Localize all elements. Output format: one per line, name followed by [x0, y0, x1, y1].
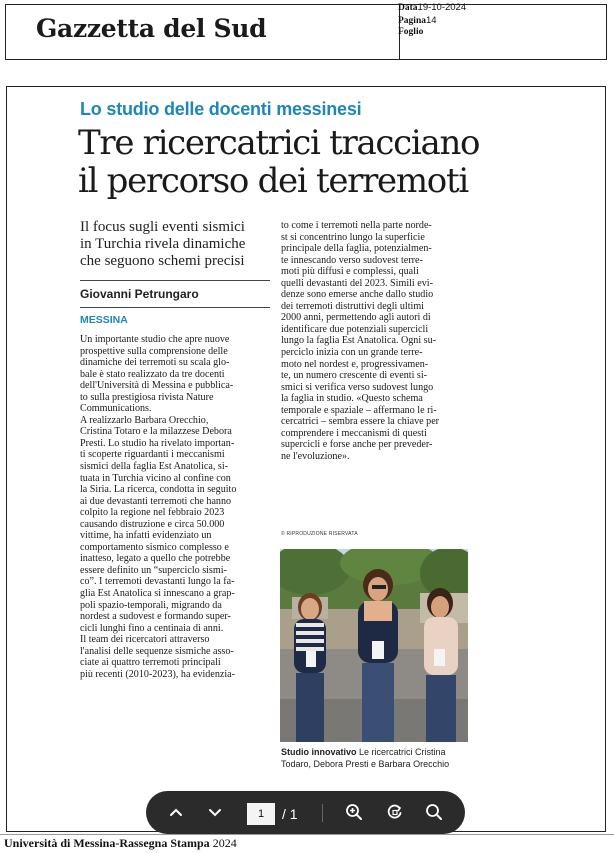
body-line: moti più diffusi e complessi, quali: [281, 266, 419, 278]
body-column-1: [80, 334, 269, 680]
body-line: nordest a sudovest e formando super-: [80, 611, 231, 623]
divider: [80, 280, 270, 281]
body-line: perciclo inizia con un grande terre-: [281, 347, 423, 359]
body-line: moto nel nordest e, progressivamen-: [281, 358, 429, 370]
body-line: l'analisi delle sequenze sismiche asso-: [80, 645, 234, 657]
zoom-in-icon: [343, 801, 365, 823]
masthead: Gazzetta del Sud: [36, 14, 267, 43]
body-line: to sulla prestigiosa rivista Nature: [80, 391, 214, 403]
chevron-down-icon: [204, 801, 226, 823]
header-meta: [398, 2, 466, 39]
body-line: comprendere i meccanismi di questi: [281, 427, 427, 439]
toolbar-separator: [322, 804, 323, 822]
previous-page-button[interactable]: [165, 801, 187, 823]
photo-caption: [281, 747, 469, 770]
body-line: sismici della faglia Est Anatolica, si-: [80, 461, 229, 473]
body-line: ti scoperte riguardanti i meccanismi: [80, 449, 225, 461]
search-button[interactable]: [423, 801, 445, 823]
rotate-button[interactable]: [384, 801, 406, 823]
article-subtitle: [80, 219, 280, 270]
footer-year: 2024: [212, 836, 237, 850]
zoom-in-button[interactable]: [343, 801, 365, 823]
article-title: [78, 124, 538, 200]
body-line: prospettive sulla comprensione delle: [80, 345, 228, 357]
body-line: identificare due potenziali supercicli: [281, 323, 429, 335]
next-page-button[interactable]: [204, 801, 226, 823]
subtitle-line: Il focus sugli eventi sismici: [80, 219, 245, 235]
subtitle-line: in Turchia rivela dinamiche: [80, 236, 246, 252]
copyright-note: © RIPRODUZIONE RISERVATA: [281, 531, 358, 537]
sheet-row: [398, 27, 466, 39]
author-byline: Giovanni Petrungaro: [80, 287, 199, 301]
date-row: [398, 2, 466, 15]
page-label: Pagina: [398, 15, 426, 26]
page-value: 14: [425, 14, 437, 26]
body-line: Un importante studio che apre nuove: [80, 334, 230, 345]
body-line: quelli devastanti del 2023. Simili evi-: [281, 277, 433, 289]
body-line: essere definito un “superciclo sismi-: [80, 564, 227, 576]
footer-source: [4, 836, 237, 851]
footer-source-name: Università di Messina-Rassegna Stampa: [4, 836, 210, 850]
body-column-2: [281, 220, 470, 462]
body-line: supercicli e forse anche per preveder-: [281, 439, 433, 451]
body-line: dei terremoti distruttivi degli ultimi: [281, 300, 424, 312]
body-line: cicli lunghi fino a centinaia di anni.: [80, 622, 224, 634]
body-line: te innescando verso sudovest terre-: [281, 254, 423, 266]
body-line: smici si verifica verso sudovest lungo: [281, 381, 434, 393]
body-line: causando distruzione e circa 50.000: [80, 518, 225, 530]
body-line: dell'Università di Messina e pubblica-: [80, 380, 234, 392]
body-line: ciate ai quattro terremoti principali: [80, 657, 221, 669]
body-line: 2000 anni, permettendo agli autori di: [281, 312, 431, 324]
body-line: denze sono emerse anche dallo studio: [281, 289, 434, 301]
subtitle-line: che seguono schemi precisi: [80, 253, 245, 269]
caption-bold: Studio innovativo: [281, 747, 357, 757]
footer-rule: [0, 834, 614, 835]
caption-line: Todaro, Debora Presti e Barbara Orecchio: [281, 758, 450, 769]
page-total: / 1: [282, 806, 298, 822]
body-line: comportamento sismico complesso e: [80, 541, 229, 553]
title-line: il percorso dei terremoti: [78, 161, 468, 201]
body-line: Il team dei ricercatori attraverso: [80, 634, 210, 646]
article-kicker: Lo studio delle docenti messinesi: [80, 99, 362, 119]
caption-text: Le ricercatrici Cristina: [356, 747, 446, 757]
body-line: Communications.: [80, 403, 152, 415]
body-line: la faglia in studio. «Questo schema: [281, 393, 423, 405]
body-line: glia Est Anatolica si innescano a grap-: [80, 588, 235, 600]
body-line: inatteso, legato a quello che potrebbe: [80, 553, 231, 565]
body-line: vittime, ha infatti evidenziato un: [80, 530, 212, 542]
body-line: la Siria. La ricerca, condotta in seguito: [80, 484, 237, 496]
body-line: dinamiche dei terremoti su scala glo-: [80, 357, 230, 369]
pdf-toolbar: [146, 791, 465, 834]
body-line: più recenti (2010-2023), ha evidenzia-: [80, 668, 235, 680]
body-line: tuata in Turchia vicino al confine con: [80, 472, 231, 484]
body-line: Presti. Lo studio ha rivelato importan-: [80, 437, 235, 449]
body-line: bale è stato realizzato da tre docenti: [80, 368, 225, 380]
body-line: st si concentrino lungo la superficie: [281, 231, 425, 243]
dateline: MESSINA: [80, 314, 128, 326]
caption-line: [281, 747, 469, 759]
page-row: [398, 15, 466, 28]
body-line: principale della faglia, potenzialmen-: [281, 243, 432, 255]
search-icon: [423, 801, 445, 823]
title-line: Tre ricercatrici tracciano: [78, 123, 480, 163]
body-line: colpito la regione nel febbraio 2023: [80, 507, 225, 519]
body-line: poli spazio-temporali, migrando da: [80, 599, 222, 611]
date-value: 19-10-2024: [417, 2, 467, 13]
body-line: temporale e spaziale – affermano le ri-: [281, 404, 437, 416]
body-line: cercatrici – sembra essere la chiave per: [281, 416, 440, 428]
body-line: ai due devastanti terremoti che hanno: [80, 495, 232, 507]
body-line: A realizzarlo Barbara Orecchio,: [80, 414, 209, 426]
body-line: te, un numero crescente di eventi si-: [281, 370, 428, 382]
body-line: Cristina Totaro e la milazzese Debora: [80, 426, 232, 438]
chevron-up-icon: [165, 801, 187, 823]
rotate-icon: [384, 801, 406, 823]
date-label: Data: [398, 3, 418, 13]
body-line: co”. I terremoti devastanti lungo la fa-: [80, 576, 235, 588]
divider: [80, 307, 270, 308]
article-photo: [280, 549, 468, 742]
sheet-label: Foglio: [398, 27, 424, 37]
page-number-input[interactable]: [247, 803, 275, 825]
body-line: lungo la faglia Est Anatolica. Ogni su-: [281, 335, 437, 347]
body-line: to come i terremoti nella parte norde-: [281, 220, 432, 231]
body-line: ne l'evoluzione».: [281, 450, 350, 462]
